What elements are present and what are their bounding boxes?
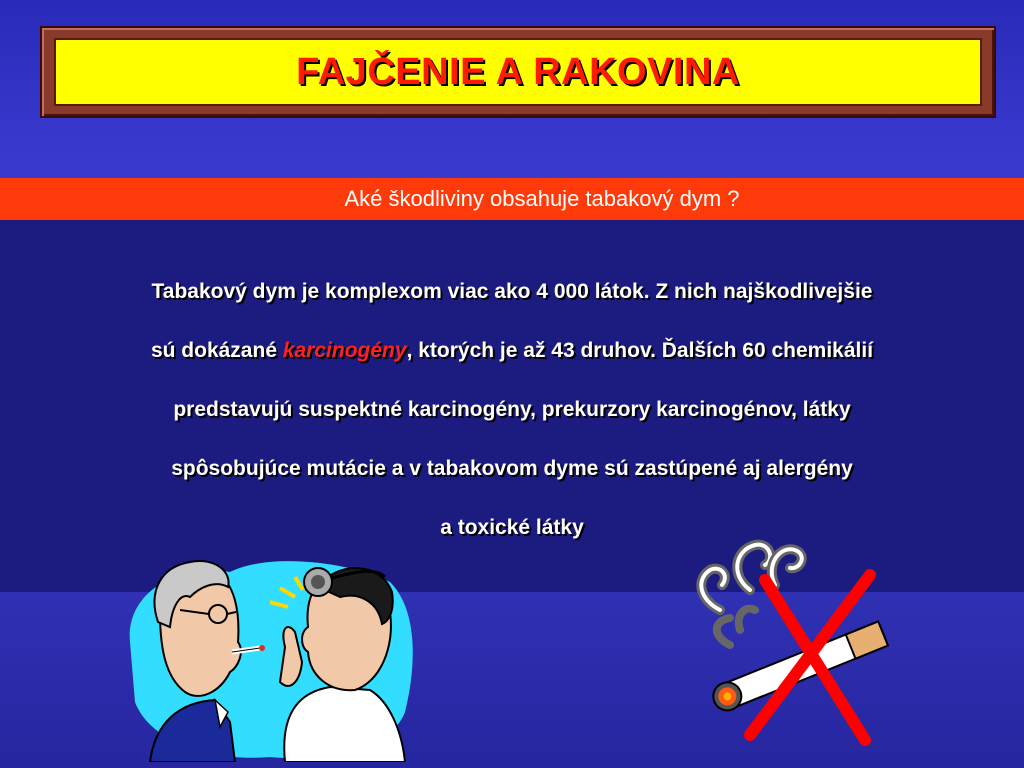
no-smoking-cigarette-icon	[680, 530, 900, 750]
slide-subtitle: Aké škodliviny obsahuje tabakový dym ?	[344, 186, 740, 211]
body-line-2	[40, 321, 984, 380]
subtitle-bar	[0, 178, 1024, 220]
title-frame	[40, 26, 996, 118]
body-line-5: a toxické látky	[440, 516, 584, 539]
body-line-2-end: , ktorých je až 43 druhov. Ďalších 60 chemikálií	[406, 339, 874, 362]
doctor-examining-smoker-illustration	[120, 552, 420, 762]
body-line-4: spôsobujúce mutácie a v tabakovom dyme sú zastúpené aj alergény	[171, 457, 853, 480]
slide-title: FAJČENIE A RAKOVINA	[296, 50, 740, 93]
title-panel	[54, 38, 982, 106]
body-line-2-start: sú dokázané	[150, 339, 283, 362]
body-line-1: Tabakový dym je komplexom viac ako 4 000 látok. Z nich najškodlivejšie	[151, 280, 873, 303]
highlight-carcinogens: karcinogény	[282, 339, 407, 362]
body-line-3: predstavujú suspektné karcinogény, prekurzory karcinogénov, látky	[173, 398, 851, 421]
body-paragraph	[40, 262, 984, 557]
